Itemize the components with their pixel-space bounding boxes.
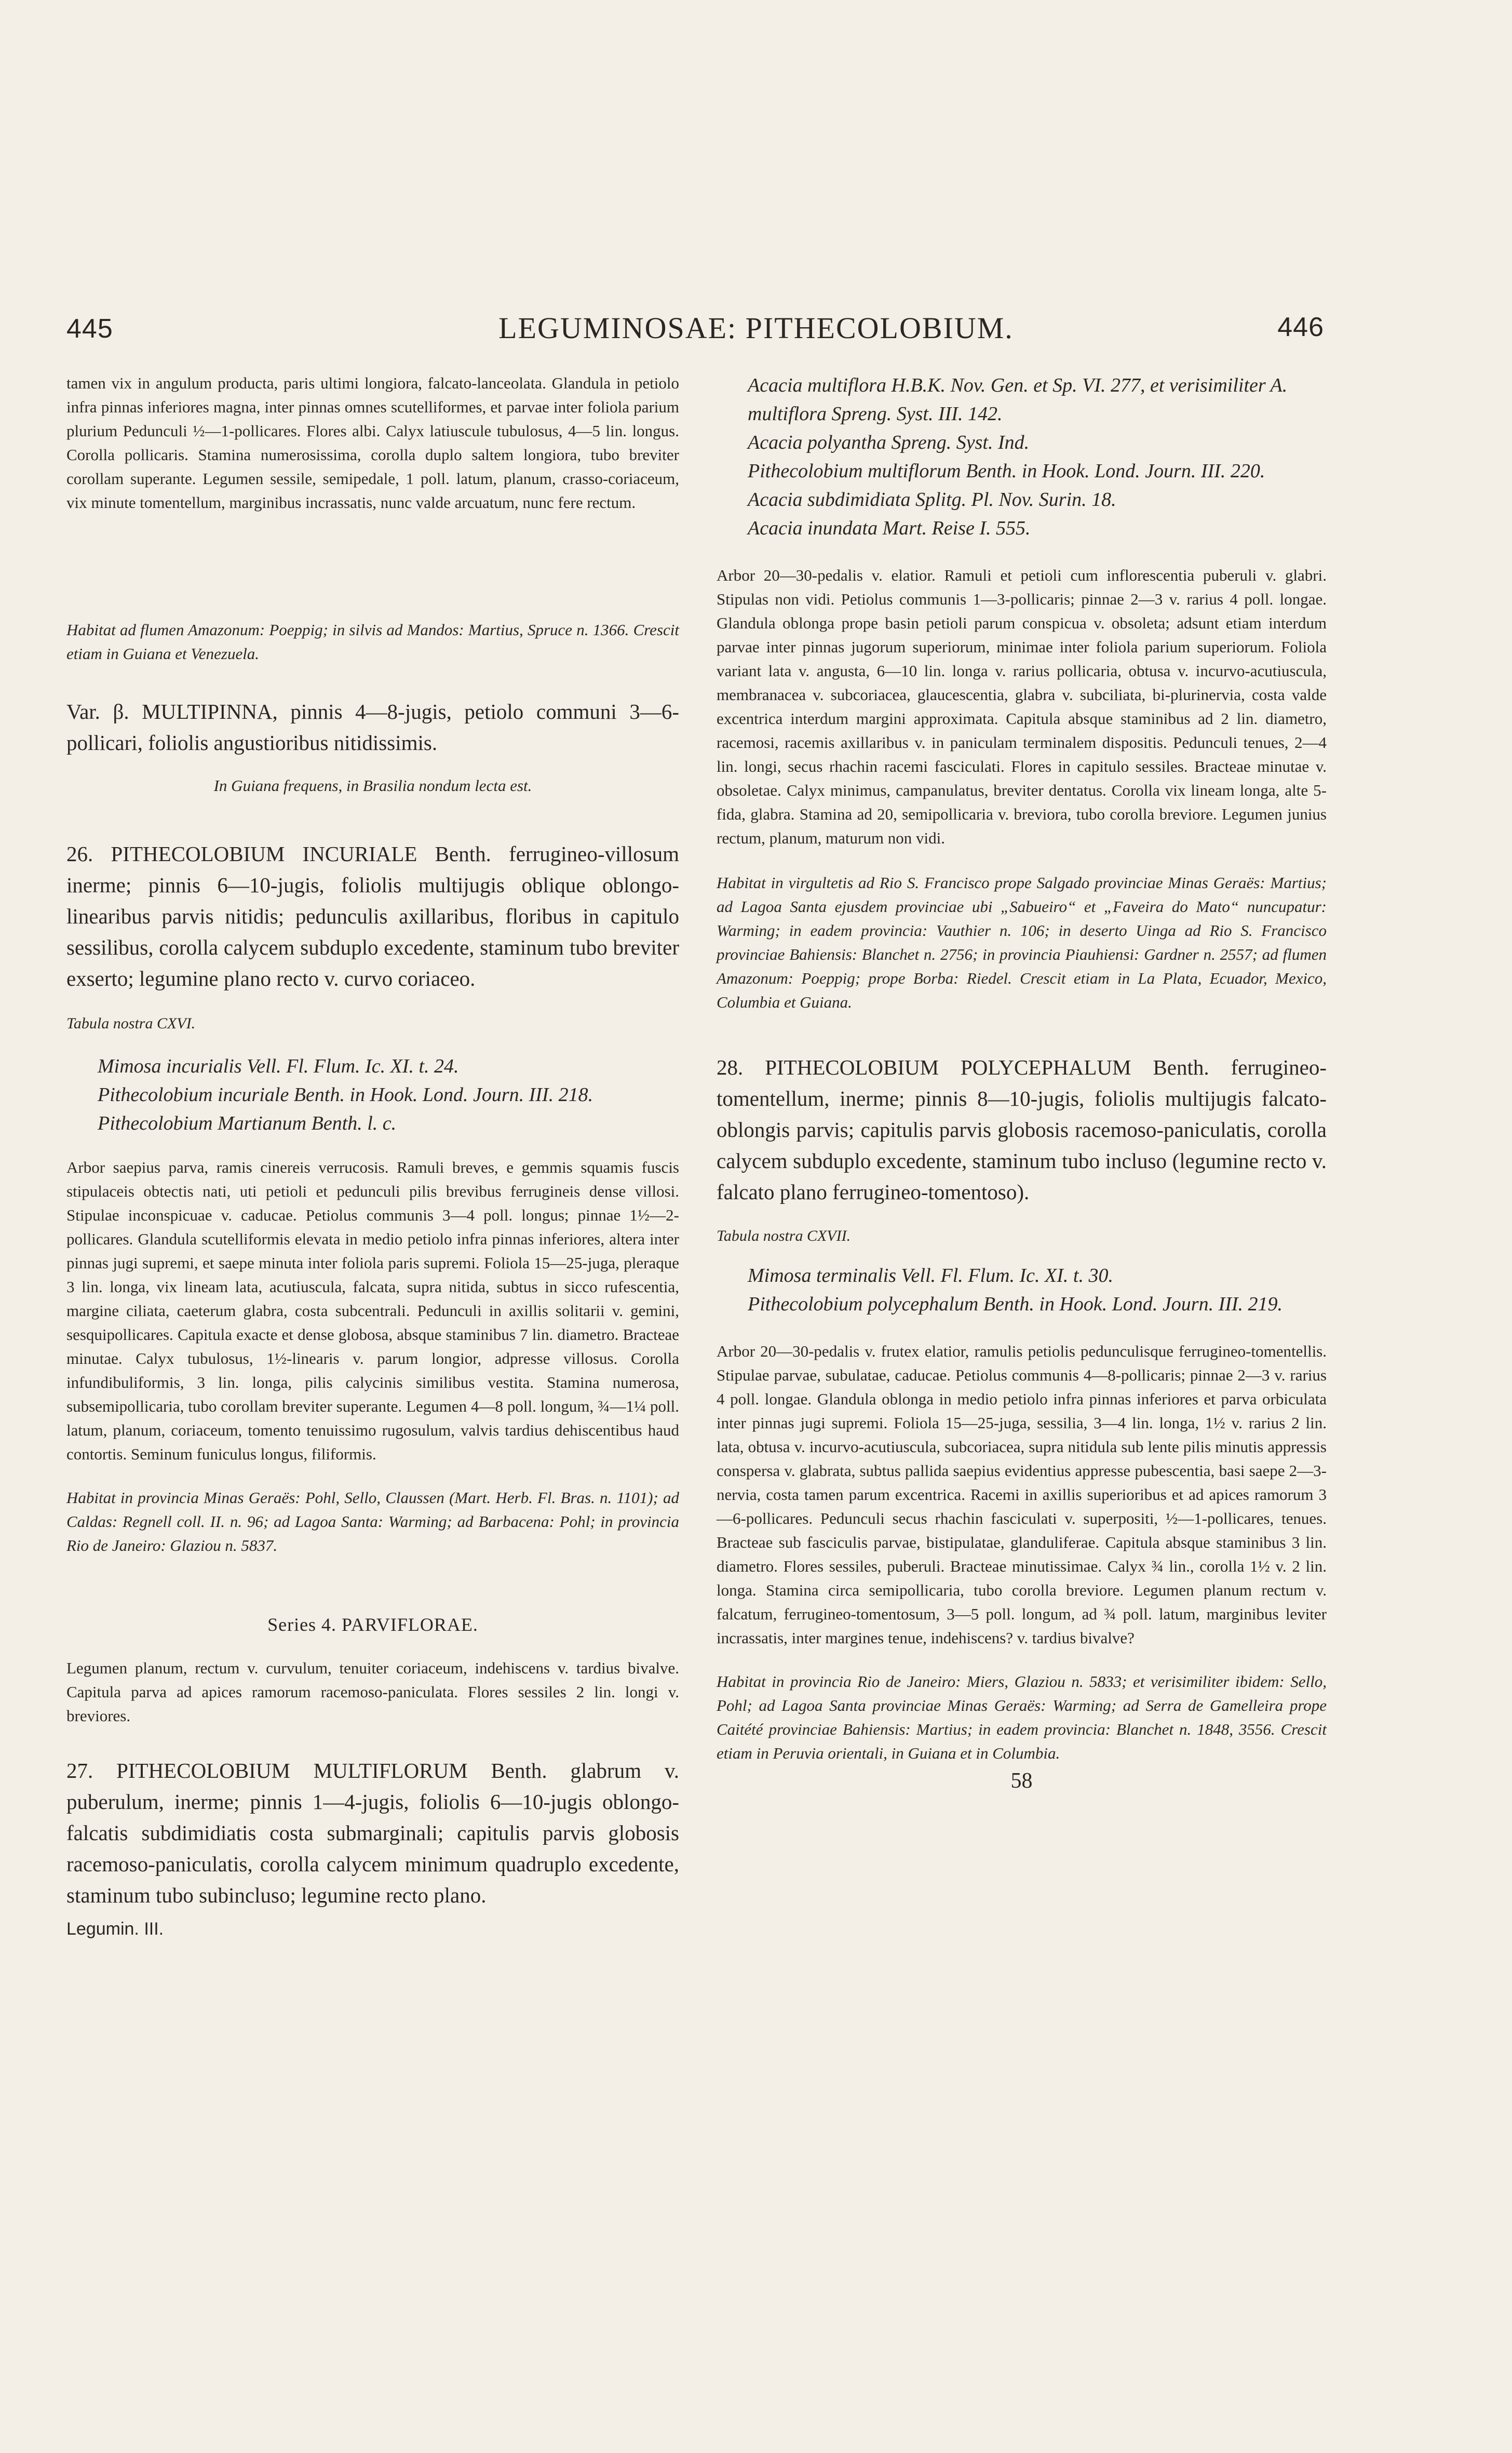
synonym: Mimosa terminalis Vell. Fl. Flum. Ic. XI. t. 30. xyxy=(748,1265,1113,1286)
species-26-plate: Tabula nostra CXVI. xyxy=(66,1015,196,1032)
continued-description: tamen vix in angulum producta, paris ultimi longiora, falcato-lanceolata. Glandula in petiolo infra pinnas inferiores magna, inter pinnas omnes scutelliformes, et parvae inter foliola parium plurium Pedunculi ½—1-pollicares. Flores albi. Calyx latiuscule tubulosus, 4—5 lin. longus. Corolla pollicaris. Stamina numerosissima, corolla duplo saltem longiora, tubo breviter corollam superante. Legumen sessile, semipedale, 1 poll. latum, planum, crasso-coriaceum, vix minute tomentellum, marginibus incrassatis, nunc valde arcuatum, nunc fere rectum. xyxy=(66,374,679,512)
species-26-diagnosis: 26. PITHECOLOBIUM INCURIALE Benth. ferrugineo-villosum inerme; pinnis 6—10-jugis, foliolis multijugis oblique oblongo-linearibus parvis nitidis; pedunculis axillaribus, floribus in capitulo sessilibus, corolla calycem subduplo excedente, staminum tubo breviter exserto; legumine plano recto v. curvo coriaceo. xyxy=(66,842,679,990)
synonym: Acacia multiflora H.B.K. Nov. Gen. et Sp. VI. 277, et verisimiliter A. multiflora Spreng. Syst. III. 142. xyxy=(748,374,1288,425)
synonym: Acacia polyantha Spreng. Syst. Ind. xyxy=(748,432,1030,453)
species-28-synonyms xyxy=(717,1262,1327,1319)
synonym: Acacia inundata Mart. Reise I. 555. xyxy=(748,517,1031,539)
species-26-habitat: Habitat in provincia Minas Geraës: Pohl, Sello, Claussen (Mart. Herb. Fl. Bras. n. 1101); ad Caldas: Regnell coll. II. n. 96; ad Lagoa Santa: Warming; ad Barbacena: Pohl; in provincia Rio de Janeiro: Glaziou n. 5837. xyxy=(66,1489,679,1554)
synonym: Acacia subdimidiata Splitg. Pl. Nov. Surin. 18. xyxy=(748,489,1116,511)
running-title: LEGUMINOSAE: PITHECOLOBIUM. xyxy=(498,311,1014,345)
species-27-habitat: Habitat in virgultetis ad Rio S. Francisco prope Salgado provinciae Minas Geraës: Martius; ad Lagoa Santa ejusdem provinciae ubi „Sabueiro“ et „Faveira do Mato“ nuncupatur: Warming; in eadem provincia: Vauthier n. 106; in deserto Uinga ad Rio S. Francisco provinciae Bahiensis: Blanchet n. 2756; in provincia Piauhiensi: Gardner n. 2557; ad flumen Amazonum: Poeppig; prope Borba: Riedel. Crescit etiam in La Plata, Ecuador, Mexico, Columbia et Guiana. xyxy=(717,874,1327,1011)
species-27-description: Arbor 20—30-pedalis v. elatior. Ramuli et petioli cum inflorescentia puberuli v. glabri. Stipulas non vidi. Petiolus communis 1—3-pollicaris; pinnae 2—3 v. rarius 4 poll. longae. Glandula oblonga prope basin petioli parum conspicua v. obsoleta; adsunt etiam interdum parvae inter pinnas jugorum superiorum, minimae inter foliola parium superiorum. Foliola variant lata v. angusta, 6—10 lin. longa v. rarius pollicaria, obtusa v. incurvo-acutiuscula, membranacea v. subcoriacea, glaucescentia, glabra v. subciliata, bi-plurinervia, costa valde excentrica interdum margini approximata. Capitula absque staminibus ad 2 lin. diametro, racemosi, racemis axillaribus v. in paniculam terminalem dispositis. Pedunculi tenues, 2—4 lin. longi, secus rhachin racemi fasciculati. Flores in capitulo sessiles. Bracteae minutae v. obsoletae. Calyx minimus, campanulatus, breviter dentatus. Corolla vix lineam longa, alte 5-fida, glabra. Stamina ad 20, semipollicaria v. breviora, tubo corolla breviore. Legumen junius rectum, planum, maturum non vidi. xyxy=(717,566,1327,847)
sheet-number: 58 xyxy=(1010,1769,1033,1793)
right-column xyxy=(717,371,1327,1793)
synonym: Pithecolobium polycephalum Benth. in Hook. Lond. Journ. III. 219. xyxy=(748,1293,1283,1315)
species-28-plate: Tabula nostra CXVII. xyxy=(717,1227,851,1244)
left-column xyxy=(66,371,679,1939)
synonym: Mimosa incurialis Vell. Fl. Flum. Ic. XI. t. 24. xyxy=(98,1055,459,1077)
species-28-description: Arbor 20—30-pedalis v. frutex elatior, ramulis petiolis pedunculisque ferrugineo-tomentellis. Stipulae parvae, subulatae, caducae. Petiolus communis 4—8-pollicaris; pinnae 2—3 v. rarius 4 poll. longae. Glandula oblonga in medio petiolo infra pinnas inferiores et parva orbiculata inter pinnas jugi supremi. Foliola 15—25-juga, sessilia, 3—4 lin. longa, 1½ v. rarius 2 lin. lata, obtusa v. incurvo-acutiuscula, subcoriacea, supra nitidula sub lente pilis minutis appressis conspersa v. glabrata, subtus pallida saepius evidentius appresse pubescentia, basi saepe 2—3-nervia, costa tamen parum excentrica. Racemi in axillis superioribus et ad apices ramorum 3—6-pollicares. Pedunculi secus rhachin fasciculati v. superpositi, ½—1-pollicares, tenues. Bracteae sub fasciculis parvae, bistipulatae, glanduliferae. Capitula absque staminibus 3 lin. diametro. Flores sessiles, puberuli. Bracteae minutissimae. Calyx ¾ lin., corolla 1½ v. 2 lin. longa. Stamina circa semipollicaria, tubo corolla breviore. Legumen planum rectum v. falcatum, ferrugineo-tomentosum, 3—5 poll. longum, ad ¾ poll. latum, marginibus leviter incrassatis, inter margines tenue, indehiscens? v. tardius bivalve? xyxy=(717,1342,1327,1647)
page-number-right: 446 xyxy=(1277,312,1324,342)
species-27-diagnosis: 27. PITHECOLOBIUM MULTIFLORUM Benth. glabrum v. puberulum, inerme; pinnis 1—4-jugis, foliolis 6—10-jugis oblongo-falcatis subdimidiatis costa submarginali; capitulis parvis globosis racemoso-paniculatis, corolla calycem minimum quadruplo excedente, staminum tubo subincluso; legumine recto plano. xyxy=(66,1759,679,1907)
variety-habitat: In Guiana frequens, in Brasilia nondum lecta est. xyxy=(213,776,532,795)
synonym: Pithecolobium multiflorum Benth. in Hook. Lond. Journ. III. 220. xyxy=(748,460,1265,482)
species-26-description: Arbor saepius parva, ramis cinereis verrucosis. Ramuli breves, e gemmis squamis fuscis stipulaceis obtectis nati, uti petioli et pedunculi pilis brevibus ferrugineis dense villosi. Stipulae inconspicuae v. caducae. Petiolus communis 3—4 poll. longus; pinnae 1½—2-pollicares. Glandula scutelliformis elevata in medio petiolo infra pinnas inferiores, altera inter pinnas jugi supremi, et saepe minuta inter foliola paris supremi. Foliola 15—25-juga, pleraque 3 lin. longa, vix lineam lata, acutiuscula, falcata, supra nitida, subtus in sicco rufescentia, margine ciliata, caeterum glabra, costa subcentrali. Pedunculi in axillis solitarii v. gemini, sesquipollicares. Capitula exacte et dense globosa, absque staminibus 7 lin. diametro. Bracteae minutae. Calyx tubulosus, 1½-linearis v. parum longior, adpresse villosus. Corolla infundibuliformis, 3 lin. longa, pilis calycinis similibus vestita. Stamina numerosa, subsemipollicaria, tubo corollam breviter superante. Legumen 4—8 poll. longum, ¾—1¼ poll. latum, planum, coriaceum, tomento tenuissimo rugosulum, valvis tardius dehiscentibus haud contortis. Seminum funiculus longus, filiformis. xyxy=(66,1158,679,1463)
species-27-synonyms xyxy=(717,371,1327,543)
species-28-diagnosis: 28. PITHECOLOBIUM POLYCEPHALUM Benth. ferrugineo-tomentellum, inerme; pinnis 8—10-jugis, foliolis multijugis falcato-oblongis parvis; capitulis parvis globosis racemoso-paniculatis, corolla calycem subduplo excedente, staminum tubo incluso (legumine recto v. falcato plano ferrugineo-tomentoso). xyxy=(717,1055,1327,1204)
species-26-synonyms xyxy=(66,1052,679,1138)
synonym: Pithecolobium incuriale Benth. in Hook. Lond. Journ. III. 218. xyxy=(98,1084,593,1106)
variety-beta: Var. β. MULTIPINNA, pinnis 4—8-jugis, petiolo communi 3—6-pollicari, foliolis angustioribus nitidissimis. xyxy=(66,700,679,755)
habitat-note: Habitat ad flumen Amazonum: Poeppig; in silvis ad Mandos: Martius, Spruce n. 1366. Crescit etiam in Guiana et Venezuela. xyxy=(66,621,679,663)
series-heading: Series 4. PARVIFLORAE. xyxy=(267,1614,478,1635)
page-number-left: 445 xyxy=(66,314,113,344)
species-28-habitat: Habitat in provincia Rio de Janeiro: Miers, Glaziou n. 5833; et verisimiliter ibidem: Sello, Pohl; ad Lagoa Santa provinciae Minas Geraës: Warming; ad Serra de Gamelleira prope Caitété provinciae Bahiensis: Martius; in eadem provincia: Blanchet n. 1848, 3556. Crescit etiam in Peruvia orientali, in Guiana et in Columbia. xyxy=(717,1672,1327,1762)
series-description: Legumen planum, rectum v. curvulum, tenuiter coriaceum, indehiscens v. tardius bivalve. Capitula parva ad apices ramorum racemoso-paniculata. Flores sessiles 2 lin. longi v. breviores. xyxy=(66,1659,679,1725)
signature-mark: Legumin. III. xyxy=(66,1919,164,1939)
synonym: Pithecolobium Martianum Benth. l. c. xyxy=(98,1112,397,1134)
